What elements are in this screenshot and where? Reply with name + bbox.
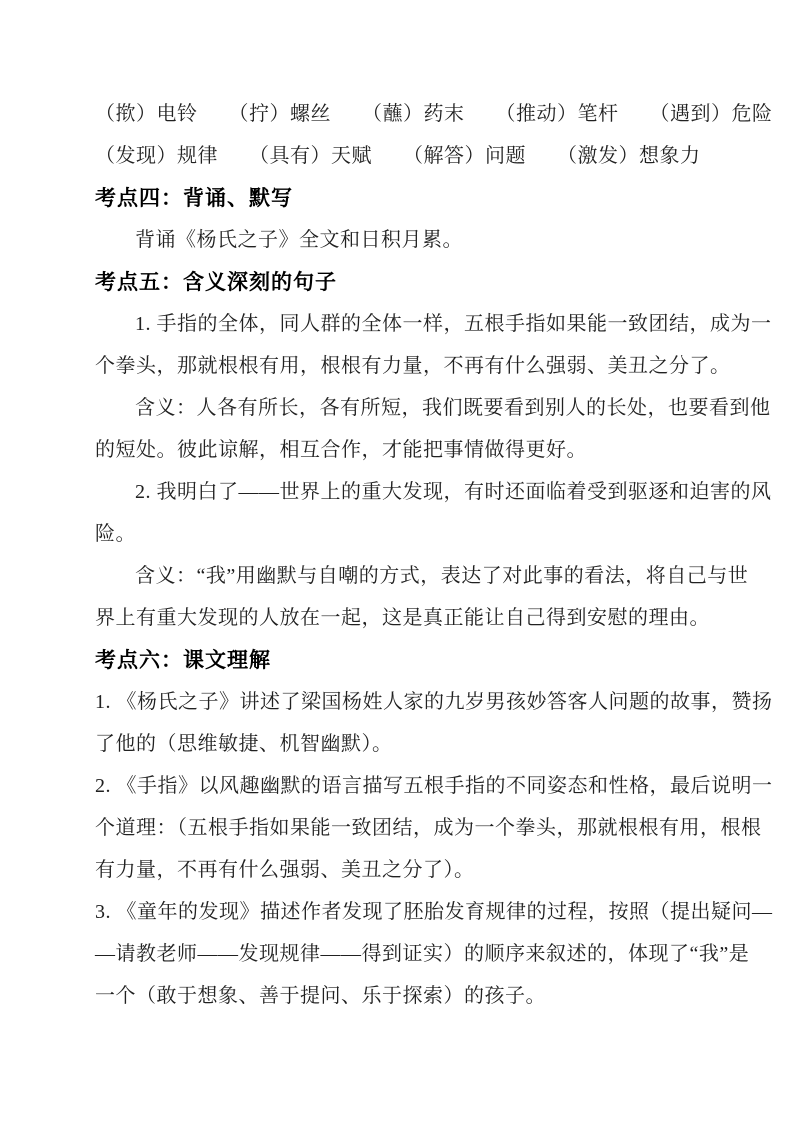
document-line: 含义：“我”用幽默与自嘲的方式，表达了对此事的看法，将自己与世: [135, 565, 749, 587]
word-pair: （激发）想象力: [557, 145, 701, 167]
document-line: 2. 我明白了——世界上的重大发现，有时还面临着受到驱逐和迫害的风: [135, 481, 772, 503]
section-heading: 考点五：含义深刻的句子: [95, 270, 337, 294]
document-line: 有力量，不再有什么强弱、美丑之分了）。: [95, 859, 475, 881]
document-line: 含义：人各有所长，各有所短，我们既要看到别人的长处，也要看到他: [135, 397, 771, 419]
word-pair: （解答）问题: [403, 145, 526, 167]
document-line: 界上有重大发现的人放在一起，这是真正能让自己得到安慰的理由。: [95, 607, 710, 629]
word-pair: （蘸）药末: [362, 103, 465, 125]
document-line: 个道理：（五根手指如果能一致团结，成为一个拳头，那就根根有用，根根: [95, 817, 762, 839]
document-line: 1. 手指的全体，同人群的全体一样，五根手指如果能一致团结，成为一: [135, 313, 772, 335]
document-line: 个拳头，那就根根有用，根根有力量，不再有什么强弱、美丑之分了。: [95, 355, 731, 377]
word-pair: （拧）螺丝: [228, 103, 331, 125]
word-list-line-2: [95, 135, 707, 177]
word-pair: （推动）笔杆: [495, 103, 619, 125]
word-pair: （具有）天赋: [249, 145, 372, 167]
document-line: 了他的（思维敏捷、机智幽默）。: [95, 733, 393, 755]
word-pair: （遇到）危险: [649, 103, 773, 125]
document-line: 1. 《杨氏之子》讲述了梁国杨姓人家的九岁男孩妙答客人问题的故事，赞扬: [95, 691, 773, 713]
section-heading: 考点六：课文理解: [95, 648, 271, 672]
document-line: —请教老师——发现规律——得到证实）的顺序来叙述的，体现了“我”是: [95, 943, 750, 965]
word-pair: （发现）规律: [95, 145, 218, 167]
document-line: 一个（敢于想象、善于提问、乐于探索）的孩子。: [95, 985, 546, 1007]
word-list-line-1: [95, 93, 773, 135]
document-line: 2. 《手指》以风趣幽默的语言描写五根手指的不同姿态和性格，最后说明一: [95, 775, 773, 797]
document-line: 3. 《童年的发现》描述作者发现了胚胎发育规律的过程，按照（提出疑问—: [95, 901, 773, 923]
word-pair: （揿）电铃: [95, 103, 198, 125]
document-line: 的短处。彼此谅解，相互合作，才能把事情做得更好。: [95, 439, 587, 461]
section-heading: 考点四：背诵、默写: [95, 186, 293, 210]
document-line: 险。: [95, 523, 136, 545]
document-line: 背诵《杨氏之子》全文和日积月累。: [135, 229, 463, 251]
